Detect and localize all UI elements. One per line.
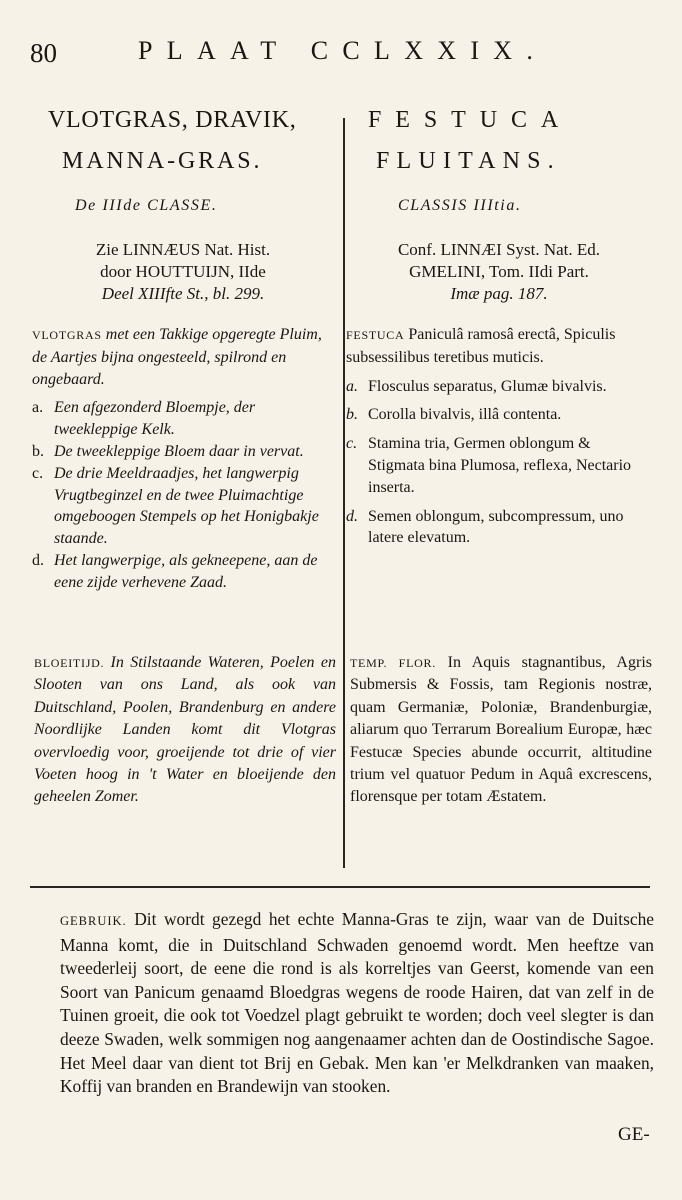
section-rule	[30, 886, 650, 888]
left-ref-line: door HOUTTUIJN, IIde	[100, 262, 266, 281]
left-item-mark: d.	[32, 551, 44, 569]
right-temp-flor	[350, 652, 652, 809]
right-title-line-1: FESTUCA	[368, 107, 573, 133]
right-ref-line: Imæ pag. 187.	[450, 284, 548, 303]
right-lead-paragraph	[346, 324, 650, 369]
right-item-text: Corolla bivalvis, illâ contenta.	[368, 406, 562, 424]
left-item-text: De tweekleppige Bloem daar in vervat.	[54, 442, 304, 460]
gebruik-paragraph	[60, 908, 654, 1099]
left-item-mark: b.	[32, 442, 44, 460]
left-item	[32, 463, 336, 550]
left-bloeitijd	[34, 652, 336, 809]
running-head: PLAAT CCLXXIX.	[138, 36, 548, 65]
right-ref-line: GMELINI, Tom. IIdi Part.	[409, 262, 589, 281]
left-lead-paragraph	[32, 324, 336, 390]
temp-flor-label: TEMP. FLOR.	[350, 656, 436, 670]
right-lead-label: FESTUCA	[346, 328, 405, 342]
page-number: 80	[30, 38, 57, 68]
right-item	[346, 404, 650, 426]
left-lead-label: VLOTGRAS	[32, 328, 102, 342]
gebruik-text: Dit wordt gezegd het echte Manna-Gras te zijn, waar van de Duitsche Manna komt, die in Duitschland Schwaden genoemd wordt. Men heeftze van tweederleij soort, de eene die rond is als korreltjes van Geerst, komende van een Soort van Panicum genaamd Bloedgras wegens de roode Hairen, dat van zelf in de Tuinen groeit, die ook tot Voedzel plagt gebruikt te worden; doch veel slegter is dan deeze Swaden, welk sommigen nog aangenaamer achten dan de Oostindische Sagoe. Het Meel daar van dient tot Brij en Gebak. Men kan 'er Melkdranken van maaken, Koffij van branden en Brandewijn van stooken.	[60, 909, 654, 1097]
left-item	[32, 397, 336, 441]
bloeitijd-text: In Stilstaande Wateren, Poelen en Slooten van ons Land, als ook van Duitschland, Poolen, Brandenburg en andere Noordlijke Landen komt dit Vlotgras overvloedig voor, groeijende tot drie of vier Voeten hoog in 't Water en bloeijende den geheelen Zomer.	[34, 654, 336, 806]
left-title-line-1: VLOTGRAS, DRAVIK,	[48, 107, 297, 133]
right-item-mark: d.	[346, 507, 358, 525]
left-reference	[30, 239, 336, 305]
left-item-text: Een afgezonderd Bloempje, der tweekleppige Kelk.	[54, 399, 256, 439]
right-classe: CLASSIS IIItia.	[398, 197, 522, 214]
right-item-text: Stamina tria, Germen oblongum & Stigmata bina Plumosa, reflexa, Nectario inserta.	[368, 435, 632, 496]
right-item	[346, 506, 650, 550]
right-item-text: Semen oblongum, subcompressum, uno latere elevatum.	[368, 507, 624, 547]
left-description	[32, 324, 336, 594]
right-item	[346, 376, 650, 398]
column-divider	[343, 118, 345, 868]
left-item-text: Het langwerpige, als gekneepene, aan de eene zijde verhevene Zaad.	[54, 551, 318, 591]
left-classe: De IIIde CLASSE.	[75, 197, 218, 214]
catchword: GE-	[618, 1124, 650, 1145]
right-description	[346, 324, 650, 549]
right-title-line-2: FLUITANS.	[376, 148, 561, 174]
right-item-mark: c.	[346, 435, 358, 453]
temp-flor-text: In Aquis stagnantibus, Agris Submersis & Fossis, tam Regionis nostræ, quam Germaniæ, Poloniæ, Brandenburgiæ, aliarum quo Terrarum Borealium Europæ, hæc Festucæ Species abunde occurrit, altitudine trium vel quatuor Pedum in Aquâ excrescens, florensque per totam Æstatem.	[350, 654, 652, 806]
left-lead-text: met een Takkige opgeregte Pluim, de Aartjes bijna ongesteeld, spilrond en ongebaard.	[32, 326, 322, 388]
right-item-text: Flosculus separatus, Glumæ bivalvis.	[368, 377, 607, 395]
left-item	[32, 441, 336, 463]
right-item	[346, 433, 650, 498]
right-item-mark: b.	[346, 406, 358, 424]
right-item-mark: a.	[346, 377, 358, 395]
left-item-text: De drie Meeldraadjes, het langwerpig Vrugtbeginzel en de twee Pluimachtige omgeboogen Stempels op het Honigbakje staande.	[54, 464, 319, 548]
left-ref-line: Deel XIIIfte St., bl. 299.	[101, 284, 265, 303]
right-ref-line: Conf. LINNÆI Syst. Nat. Ed.	[397, 240, 601, 259]
left-item-mark: a.	[32, 399, 44, 417]
left-ref-line: Zie LINNÆUS Nat. Hist.	[95, 240, 271, 259]
gebruik-label: GEBRUIK.	[60, 914, 127, 928]
left-item-mark: c.	[32, 464, 44, 482]
left-title-line-2: MANNA-GRAS.	[62, 148, 263, 174]
right-reference	[344, 239, 654, 305]
bloeitijd-label: BLOEITIJD.	[34, 656, 105, 670]
left-item	[32, 550, 336, 594]
right-lead-text: Paniculâ ramosâ erectâ, Spiculis subsessilibus teretibus muticis.	[346, 326, 616, 366]
